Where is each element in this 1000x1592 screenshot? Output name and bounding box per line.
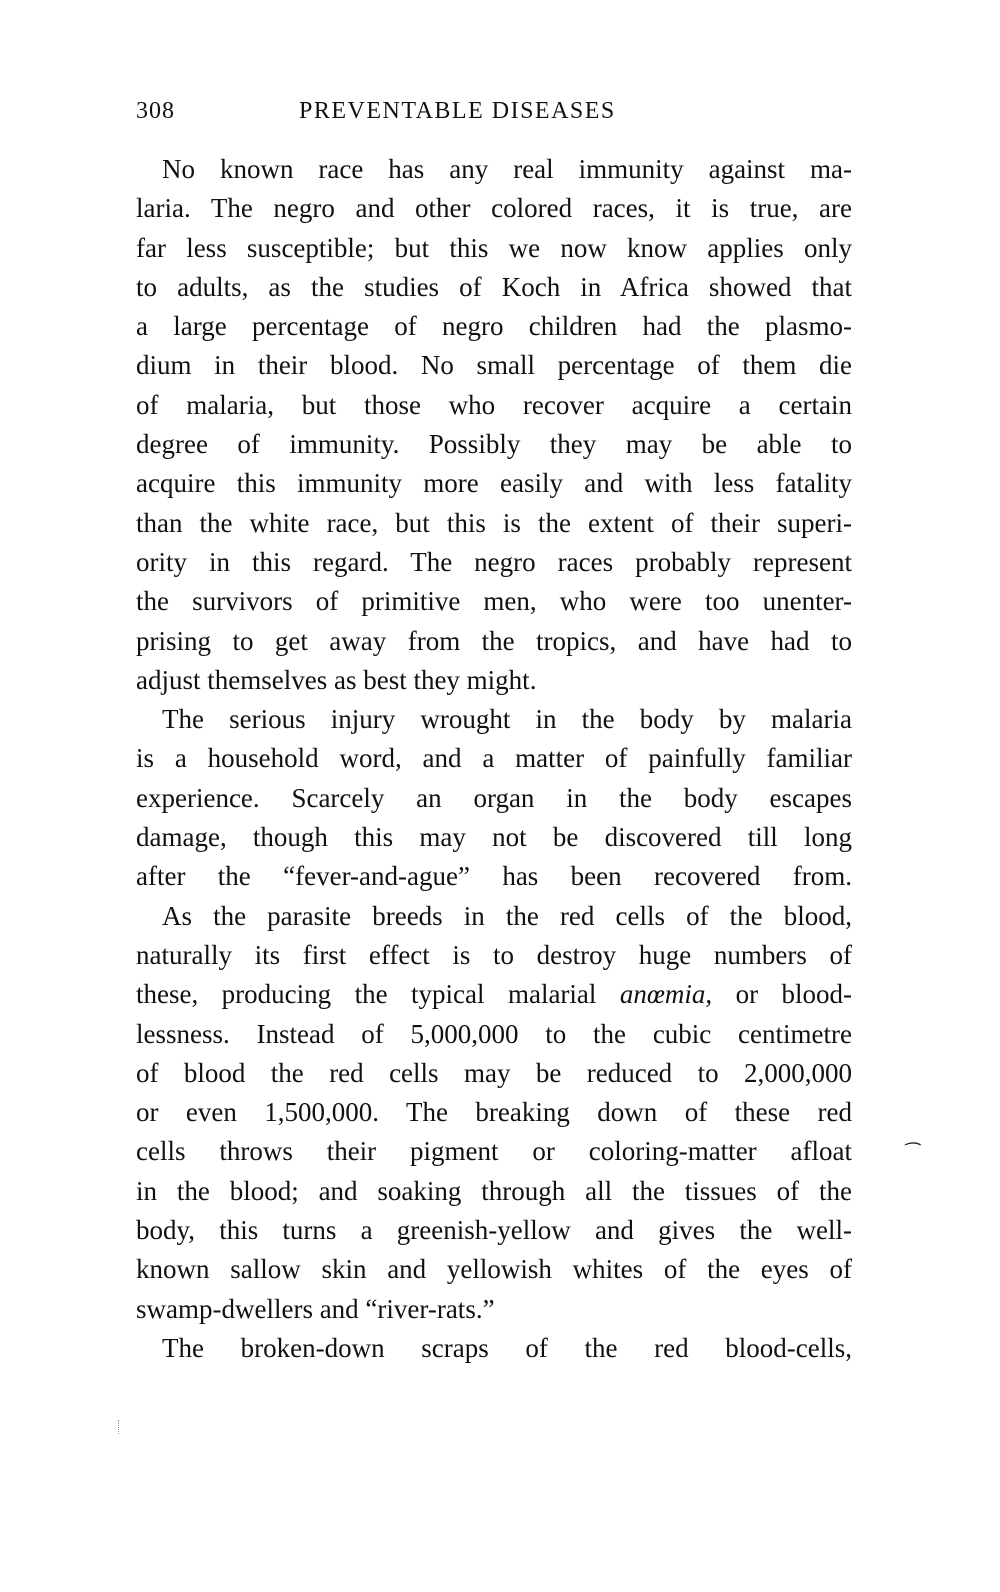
text-line: naturally its first effect is to destroy huge numbers of xyxy=(136,939,852,970)
text-line: far less susceptible; but this we now know applies only xyxy=(136,232,852,263)
text-line: is a household word, and a matter of painfully familiar xyxy=(136,743,852,774)
text-line: lessness. Instead of 5,000,000 to the cubic centimetre xyxy=(136,1018,852,1049)
text-line: No known race has any real immunity against ma- xyxy=(162,154,852,184)
text-line: degree of immunity. Possibly they may be able to xyxy=(136,429,852,460)
text-line: known sallow skin and yellowish whites of the eyes of xyxy=(136,1254,852,1285)
text-line: The serious injury wrought in the body by malaria xyxy=(162,704,852,735)
text-line: cells throws their pigment or coloring-matter afloat xyxy=(136,1136,852,1167)
scan-speck xyxy=(118,1420,121,1434)
text-line: the survivors of primitive men, who were too unenter- xyxy=(136,586,852,617)
text-line: of malaria, but those who recover acquire a certain xyxy=(136,389,852,420)
text-line: adjust themselves as best they might. xyxy=(136,664,537,695)
text-line: swamp-dwellers and “river-rats.” xyxy=(136,1293,495,1324)
text-line xyxy=(136,975,852,1014)
text-line: experience. Scarcely an organ in the body escapes xyxy=(136,782,852,813)
running-title: PREVENTABLE DISEASES xyxy=(299,98,616,124)
text-segment: or blood- xyxy=(712,979,853,1010)
text-line: laria. The negro and other colored races, it is true, are xyxy=(136,193,852,224)
text-line: prising to get away from the tropics, and have had to xyxy=(136,625,852,656)
text-line: or even 1,500,000. The breaking down of these red xyxy=(136,1097,852,1128)
italic-term: anœmia, xyxy=(619,979,713,1010)
text-segment: these, producing the typical malarial xyxy=(136,979,620,1010)
text-line: body, this turns a greenish-yellow and gives the well- xyxy=(136,1215,852,1246)
text-line: acquire this immunity more easily and with less fatality xyxy=(136,468,852,499)
text-line: after the “fever-and-ague” has been recovered from. xyxy=(136,861,852,892)
text-line: than the white race, but this is the extent of their superi- xyxy=(136,507,852,538)
running-header xyxy=(136,98,852,134)
text-line: dium in their blood. No small percentage of them die xyxy=(136,350,852,381)
text-line: of blood the red cells may be reduced to 2,000,000 xyxy=(136,1057,852,1088)
text-line: damage, though this may not be discovered till long xyxy=(136,822,852,853)
text-line: to adults, as the studies of Koch in Africa showed that xyxy=(136,271,852,302)
body-text xyxy=(136,150,852,1368)
margin-mark: ⁀ xyxy=(902,1143,917,1163)
text-line: ority in this regard. The negro races probably represent xyxy=(136,546,852,577)
text-line: As the parasite breeds in the red cells of the blood, xyxy=(162,900,852,931)
text-line: a large percentage of negro children had the plasmo- xyxy=(136,311,852,342)
text-line: The broken-down scraps of the red blood-cells, xyxy=(162,1332,852,1363)
page-number: 308 xyxy=(136,98,175,124)
text-line: in the blood; and soaking through all the tissues of the xyxy=(136,1175,852,1206)
